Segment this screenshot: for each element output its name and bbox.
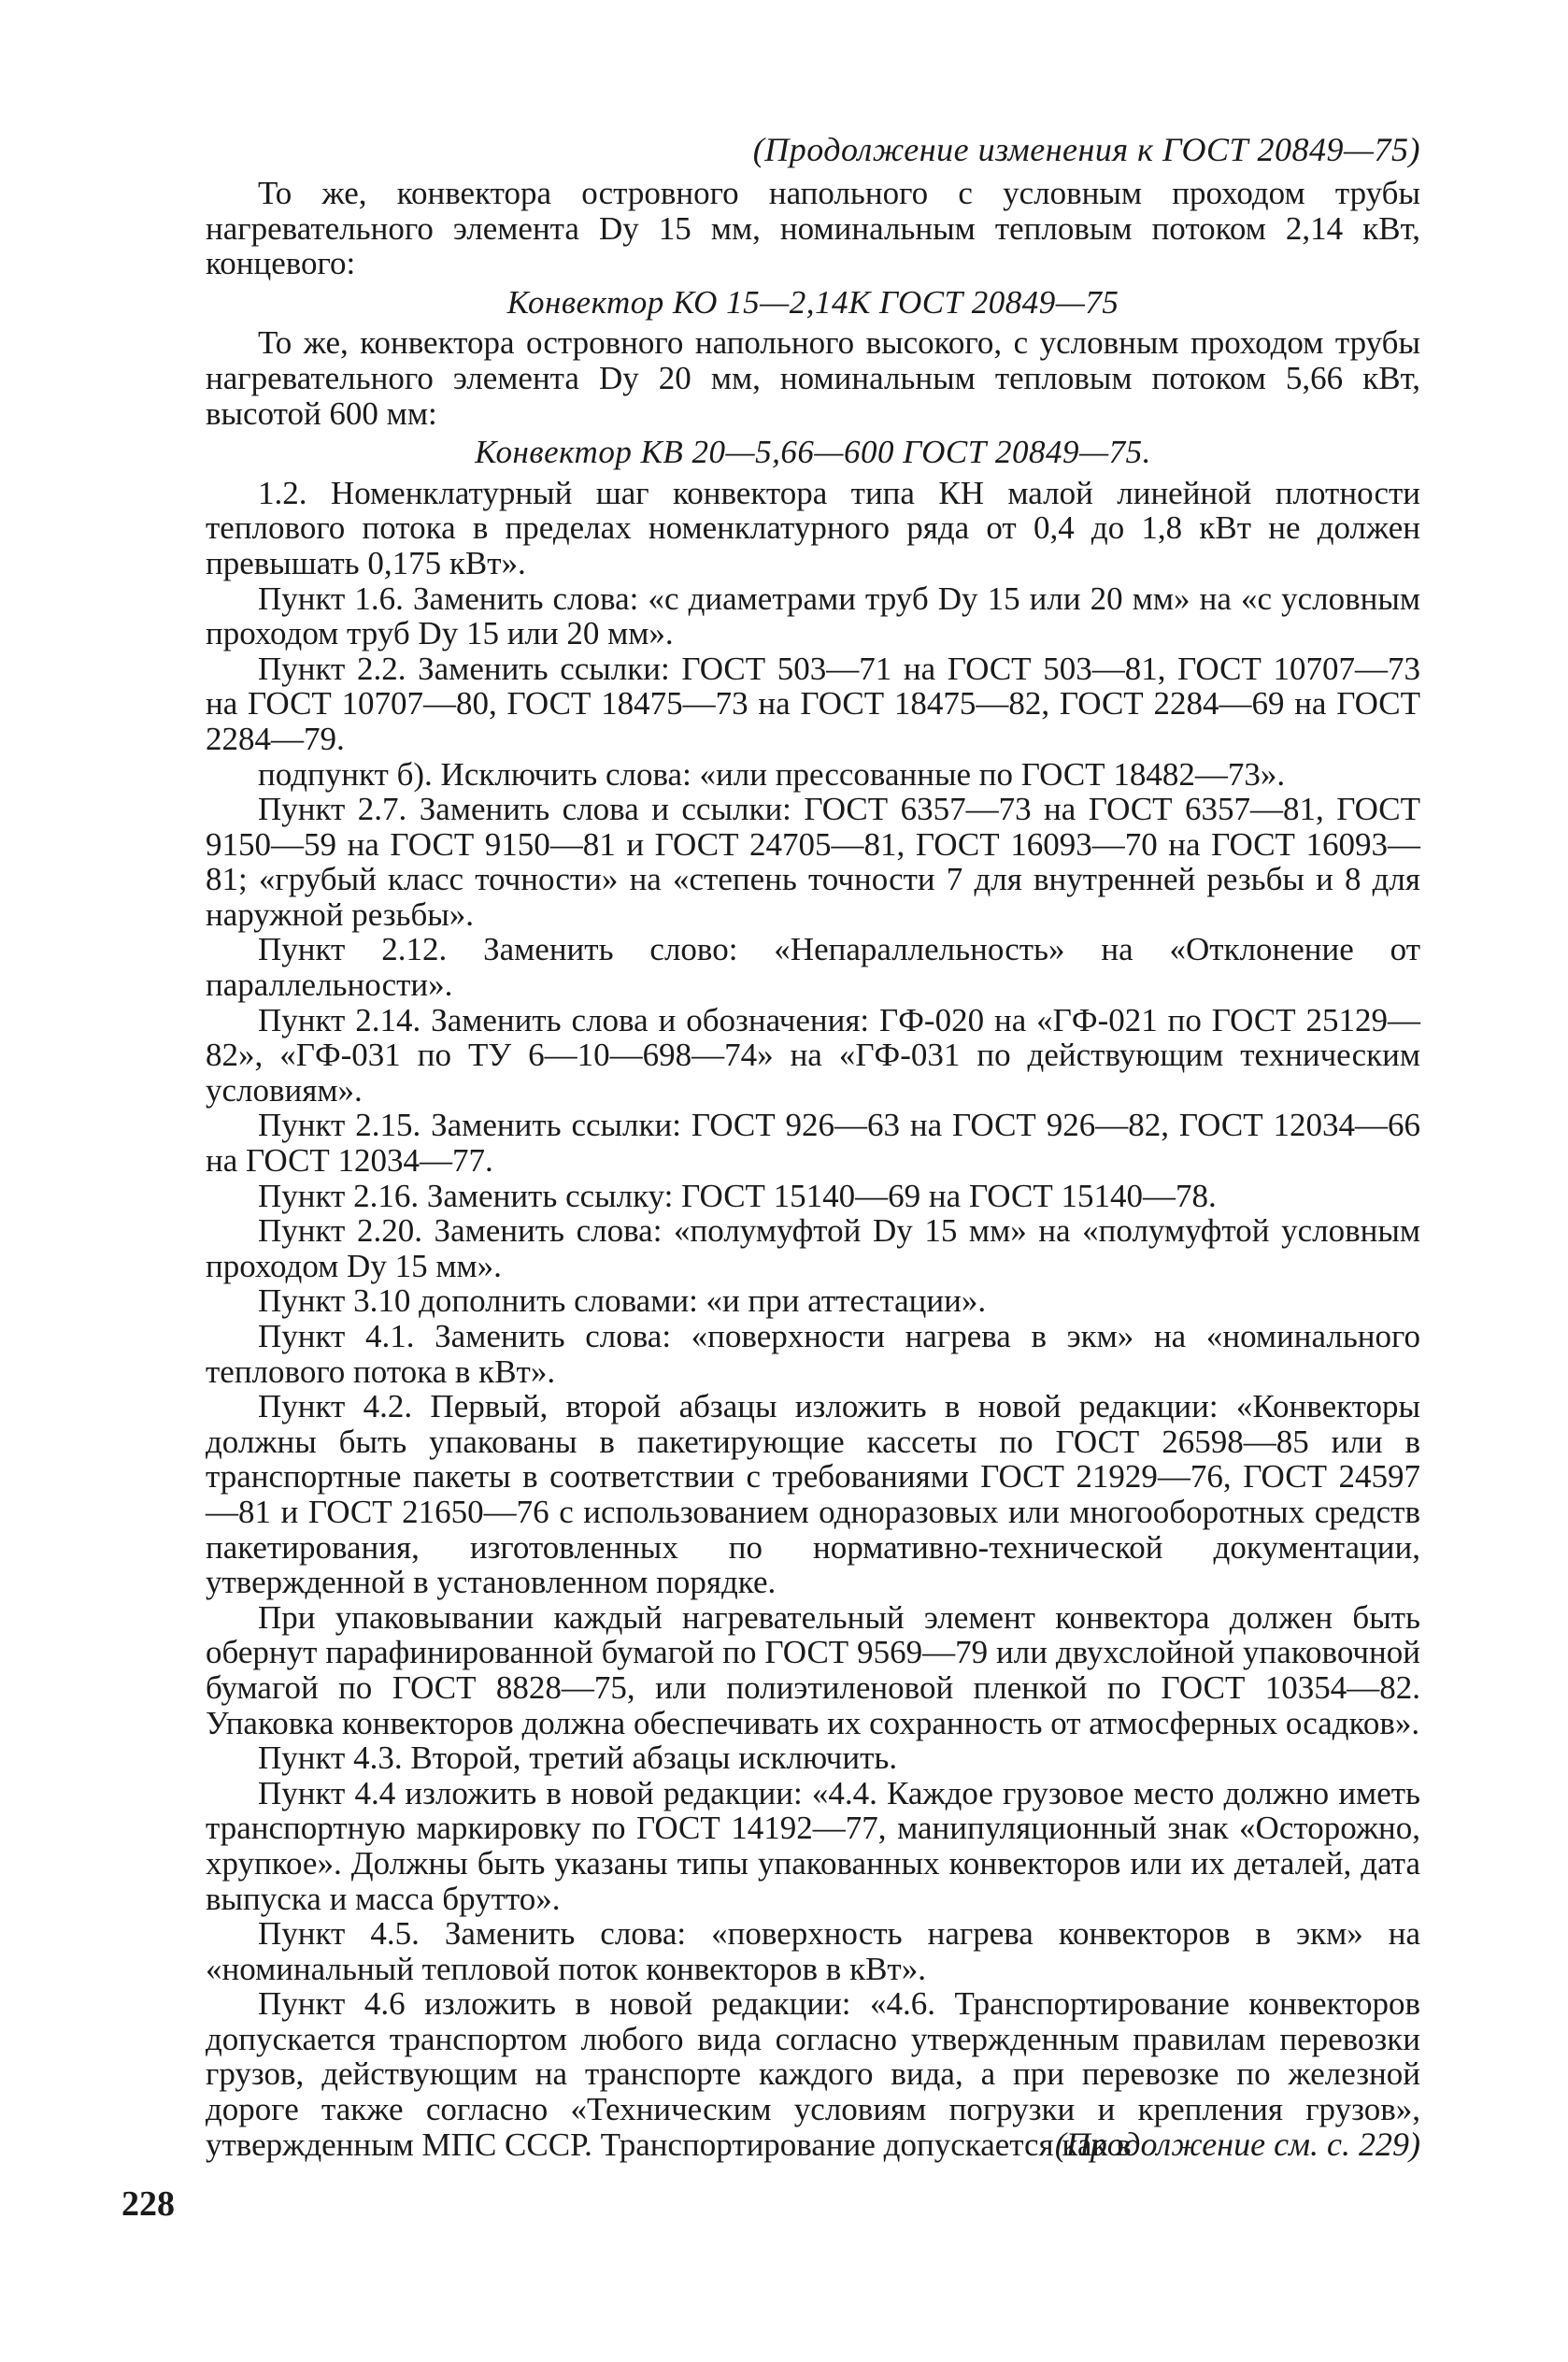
formula-designation: Конвектор КВ 20—5,66—600 ГОСТ 20849—75. — [475, 434, 1151, 471]
continuation-note: (Продолжение см. с. 229) — [1054, 2126, 1420, 2163]
paragraph: Пункт 1.6. Заменить слова: «с диаметрами труб Dу 15 или 20 мм» на «с условным проходом труб Dу 15 или 20 мм». — [206, 580, 1420, 652]
paragraph: Пункт 2.12. Заменить слово: «Непараллельность» на «Отклонение от параллельности». — [206, 931, 1420, 1004]
paragraph: Пункт 3.10 дополнить словами: «и при аттестации». — [258, 1282, 987, 1320]
paragraph: Пункт 4.6 изложить в новой редакции: «4.6. Транспортирование конвекторов допускается транспортом любого вида согласно утвержденным правилам перевозки грузов, действующим на транспорте каждого вида, а при перевозке по железной дороге также согласно «Техническим условиям погрузки и крепления грузов», утвержденным МПС СССР. Транспортирование допускается как в — [206, 1985, 1420, 2163]
paragraph: 1.2. Номенклатурный шаг конвектора типа КН малой линейной плотности теплового потока в пределах номенклатурного ряда от 0,4 до 1,8 кВт не должен превышать 0,175 кВт». — [206, 474, 1420, 581]
paragraph: Пункт 4.2. Первый, второй абзацы изложить в новой редакции: «Конвекторы должны быть упакованы в пакетирующие кассеты по ГОСТ 26598—85 или в транспортные пакеты в соответствии с требованиями ГОСТ 21929—76, ГОСТ 24597—81 и ГОСТ 21650—76 с использованием одноразовых или многооборотных средств пакетирования, изготовленных по нормативно-технической документации, утвержденной в установленном порядке. — [206, 1388, 1420, 1601]
formula-designation: Конвектор КО 15—2,14К ГОСТ 20849—75 — [506, 283, 1119, 321]
paragraph: Пункт 4.1. Заменить слова: «поверхности нагрева в экм» на «номинального теплового потока в кВт». — [206, 1318, 1420, 1390]
page-header: (Продолжение изменения к ГОСТ 20849—75) — [752, 131, 1420, 168]
paragraph: То же, конвектора островного напольного высокого, с условным проходом трубы нагревательного элемента Dу 20 мм, номинальным тепловым потоком 5,66 кВт, высотой 600 мм: — [206, 324, 1420, 432]
paragraph: Пункт 2.7. Заменить слова и ссылки: ГОСТ 6357—73 на ГОСТ 6357—81, ГОСТ 9150—59 на ГОСТ 9150—81 и ГОСТ 24705—81, ГОСТ 16093—70 на ГОСТ 16093—81; «грубый класс точности» на «степень точности 7 для внутренней резьбы и 8 для наружной резьбы». — [206, 791, 1420, 933]
paragraph: Пункт 2.15. Заменить ссылки: ГОСТ 926—63 на ГОСТ 926—82, ГОСТ 12034—66 на ГОСТ 12034—77. — [206, 1107, 1420, 1180]
paragraph: То же, конвектора островного напольного с условным проходом трубы нагревательного элемента Dу 15 мм, номинальным тепловым потоком 2,14 кВт, концевого: — [206, 175, 1420, 282]
paragraph: Пункт 2.14. Заменить слова и обозначения: ГФ-020 на «ГФ-021 по ГОСТ 25129—82», «ГФ-031 по ТУ 6—10—698—74» на «ГФ-031 по действующим техническим условиям». — [206, 1001, 1420, 1109]
paragraph: Пункт 4.3. Второй, третий абзацы исключить. — [258, 1739, 898, 1777]
paragraph: Пункт 4.4 изложить в новой редакции: «4.4. Каждое грузовое место должно иметь транспортную маркировку по ГОСТ 14192—77, манипуляционный знак «Осторожно, хрупкое». Должны быть указаны типы упакованных конвекторов или их деталей, дата выпуска и масса брутто». — [206, 1774, 1420, 1917]
paragraph: Пункт 4.5. Заменить слова: «поверхность нагрева конвекторов в экм» на «номинальный тепловой поток конвекторов в кВт». — [206, 1915, 1420, 1987]
paragraph: Пункт 2.16. Заменить ссылку: ГОСТ 15140—69 на ГОСТ 15140—78. — [258, 1177, 1217, 1214]
page-number: 228 — [121, 2184, 175, 2224]
paragraph: При упаковывании каждый нагревательный элемент конвектора должен быть обернут парафинированной бумагой по ГОСТ 9569—79 или двухслойной упаковочной бумагой по ГОСТ 8828—75, или полиэтиленовой пленкой по ГОСТ 10354—82. Упаковка конвекторов должна обеспечивать их сохранность от атмосферных осадков». — [206, 1598, 1420, 1741]
paragraph: Пункт 2.20. Заменить слова: «полумуфтой Dу 15 мм» на «полумуфтой условным проходом Dу 15 мм». — [206, 1212, 1420, 1284]
paragraph: Пункт 2.2. Заменить ссылки: ГОСТ 503—71 на ГОСТ 503—81, ГОСТ 10707—73 на ГОСТ 10707—80, ГОСТ 18475—73 на ГОСТ 18475—82, ГОСТ 2284—69 на ГОСТ 2284—79. — [206, 650, 1420, 757]
paragraph: подпункт б). Исключить слова: «или прессованные по ГОСТ 18482—73». — [258, 755, 1286, 793]
document-body — [206, 176, 1420, 2162]
